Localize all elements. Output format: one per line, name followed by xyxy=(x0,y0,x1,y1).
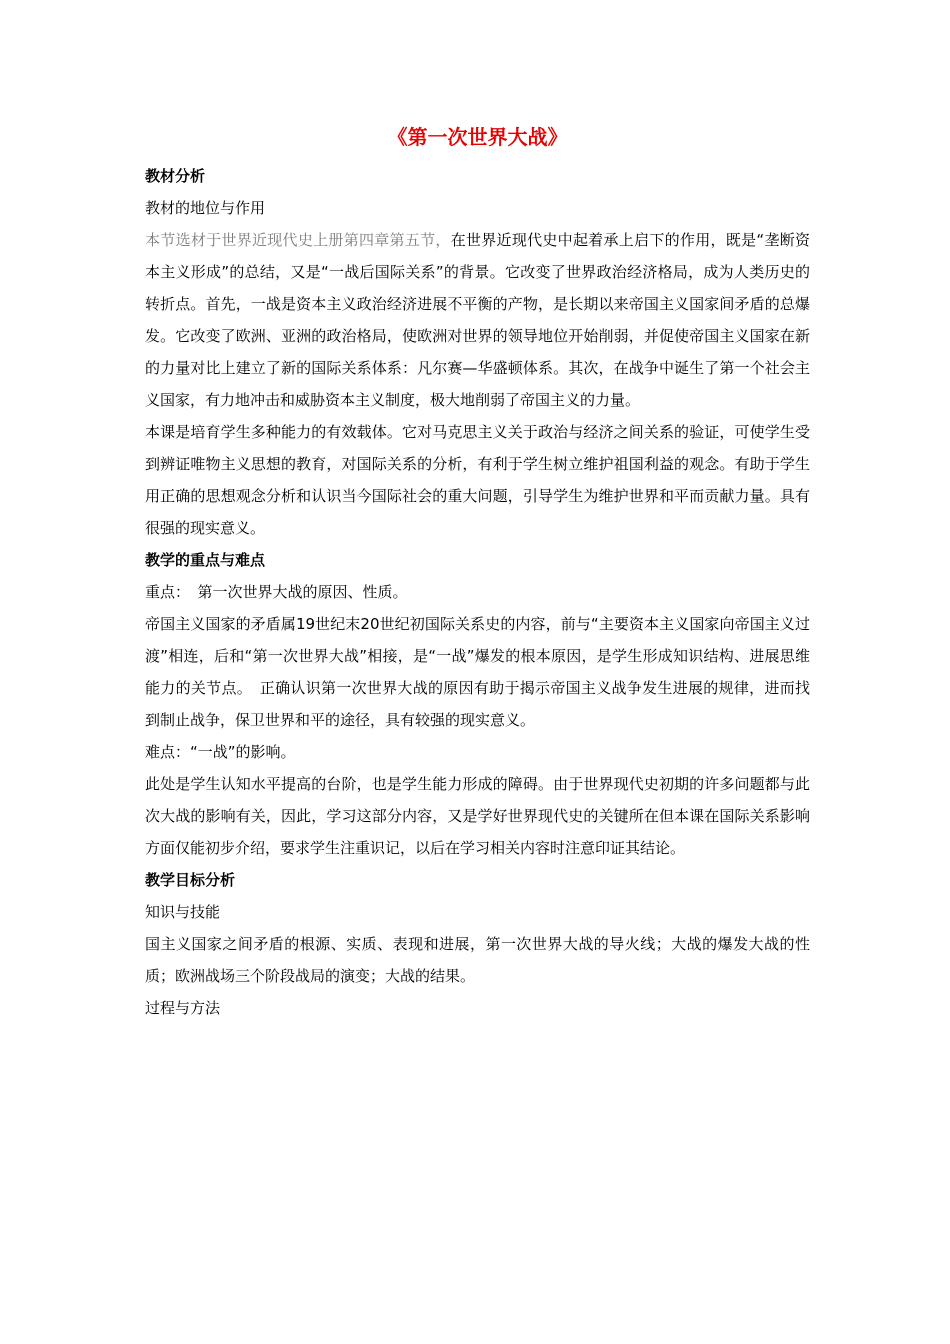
section-heading: 教学的重点与难点 xyxy=(145,551,266,569)
document-page xyxy=(145,118,810,1024)
paragraph: 国主义国家之间矛盾的根源、实质、表现和进展，第一次世界大战的导火线；大战的爆发大战的性质；欧洲战场三个阶段战局的演变；大战的结果。 xyxy=(145,935,810,985)
section-textbook-analysis xyxy=(145,160,810,544)
difficult-point-label: 难点：“一战”的影响。 xyxy=(145,743,296,761)
subheading: 知识与技能 xyxy=(145,903,221,921)
paragraph: 此处是学生认知水平提高的台阶，也是学生能力形成的障碍。由于世界现代史初期的许多问题都与此次大战的影响有关，因此，学习这部分内容，又是学好世界现代史的关键所在但本课在国际关系影响方面仅能初步介绍，要求学生注重识记，以后在学习相关内容时注意印证其结论。 xyxy=(145,775,810,857)
section-teaching-objectives xyxy=(145,864,810,1024)
key-point-label: 重点： 第一次世界大战的原因、性质。 xyxy=(145,583,408,601)
subheading: 过程与方法 xyxy=(145,999,221,1017)
subheading: 教材的地位与作用 xyxy=(145,199,266,217)
section-heading: 教学目标分析 xyxy=(145,871,236,889)
section-heading: 教材分析 xyxy=(145,167,206,185)
paragraph: 帝国主义国家的矛盾属19世纪末20世纪初国际关系史的内容，前与“主要资本主义国家向帝国主义过渡”相连，后和“第一次世界大战”相接，是“一战”爆发的根本原因，是学生形成知识结构、进展思维能力的关节点。 正确认识第一次世界大战的原因有助于揭示帝国主义战争发生进展的规律，进而找到制止战争，保卫世界和平的途径，具有较强的现实意义。 xyxy=(145,615,810,729)
section-key-and-difficult-points xyxy=(145,544,810,864)
paragraph-lead-text: 本节选材于世界近现代史上册第四章第五节， xyxy=(145,231,451,249)
document-title: 《第一次世界大战》 xyxy=(387,125,568,149)
paragraph-text: 在世界近现代史中起着承上启下的作用，既是“垄断资本主义形成”的总结，又是“一战后国际关系”的背景。它改变了世界政治经济格局，成为人类历史的转折点。首先，一战是资本主义政治经济进展不平衡的产物，是长期以来帝国主义国家间矛盾的总爆发。它改变了欧洲、亚洲的政治格局，使欧洲对世界的领导地位开始削弱，并促使帝国主义国家在新的力量对比上建立了新的国际关系体系：凡尔赛—华盛顿体系。其次，在战争中诞生了第一个社会主义国家，有力地冲击和威胁资本主义制度，极大地削弱了帝国主义的力量。 xyxy=(145,231,810,409)
paragraph: 本课是培育学生多种能力的有效载体。它对马克思主义关于政治与经济之间关系的验证，可使学生受到辨证唯物主义思想的教育，对国际关系的分析，有利于学生树立维护祖国利益的观念。有助于学生用正确的思想观念分析和认识当今国际社会的重大问题，引导学生为维护世界和平而贡献力量。具有很强的现实意义。 xyxy=(145,423,810,537)
paragraph xyxy=(145,224,810,416)
